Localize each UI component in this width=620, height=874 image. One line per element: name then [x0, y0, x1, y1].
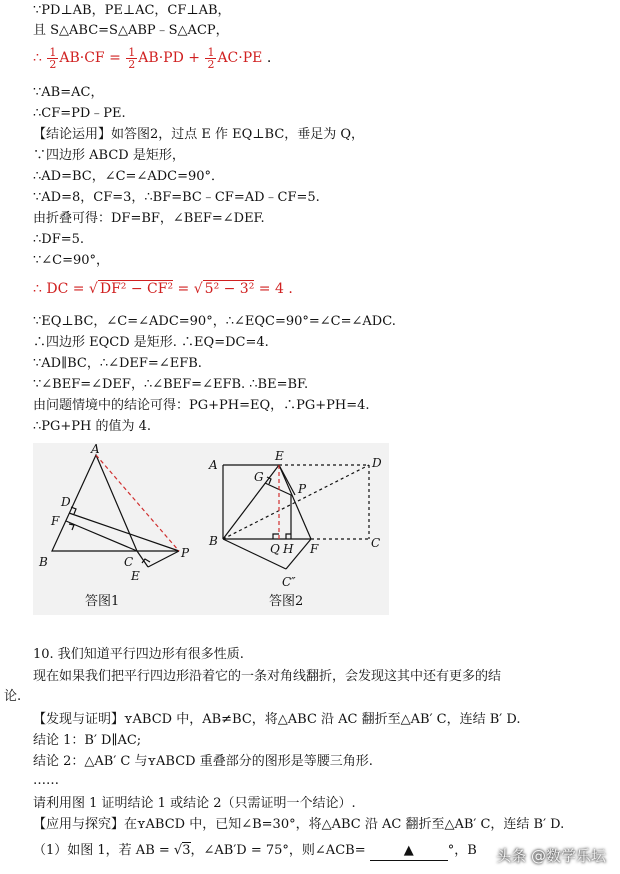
term-ab-cf: AB·CF = — [59, 50, 121, 66]
fig2-label-f: F — [310, 542, 319, 556]
q10-conclusion-1: 结论 1：B′ D∥AC; — [33, 733, 142, 748]
q10-intro: 现在如果我们把平行四边形沿着它的一条对角线翻折，会发现这其中还有更多的结 — [33, 669, 502, 684]
line-area-relation: 且 S△ABC=S△ABP﹣S△ACP， — [33, 23, 229, 38]
figure-2 — [223, 465, 369, 569]
figure-1 — [52, 455, 179, 567]
term-ab-pd: AB·PD + — [138, 50, 200, 66]
fig2-label-d: D — [372, 456, 382, 470]
fig1-label-a: A — [91, 443, 100, 456]
fig1-label-c: C — [124, 555, 134, 569]
fig2-label-c: C — [371, 536, 381, 550]
fig1-label-d: D — [61, 495, 71, 509]
line-be-bf: ∵∠BEF=∠DEF，∴∠BEF=∠EFB. ∴BE=BF. — [33, 377, 309, 392]
q10-discover: 【发现与证明】ʏABCD 中，AB≠BC，将△ABC 沿 AC 翻折至△AB′ C，连结 B′ D. — [33, 712, 521, 727]
line-cf-result: ∴CF=PD﹣PE. — [33, 106, 126, 121]
fig1-caption: 答图1 — [85, 594, 120, 609]
fig1-label-p: P — [181, 546, 190, 560]
therefore-symbol: ∴ — [33, 50, 42, 66]
sqrt-three: √3 — [173, 843, 191, 858]
line-rectangle: ∵四边形 ABCD 是矩形， — [33, 148, 185, 163]
fig2-label-g: G — [254, 470, 264, 484]
half-fraction-1: $\frac{1}{2}$ — [49, 45, 57, 71]
line-eqcd: ∴四边形 EQCD 是矩形. ∴EQ=DC=4. — [33, 335, 269, 350]
half-fraction-2: $\frac{1}{2}$ — [128, 45, 136, 71]
line-dc-sqrt: ∴ DC = √ DF² − CF² = √ 5² − 3² = 4 . — [33, 281, 293, 297]
q10-ellipsis: …… — [33, 773, 59, 788]
answer-blank[interactable]: ▲ — [370, 842, 448, 861]
q10-conclusion-2: 结论 2：△AB′ C 与ʏABCD 重叠部分的图形是等腰三角形. — [33, 754, 373, 769]
q10-apply: 【应用与探究】在ʏABCD 中，已知∠B=30°，将△ABC 沿 AC 翻折至△AB′ C，连结 B′ D. — [33, 817, 565, 832]
fig2-label-p: P — [298, 482, 307, 496]
line-pg-ph: 由问题情境中的结论可得：PG+PH=EQ，∴PG+PH=4. — [33, 398, 370, 413]
line-angle-c: ∵∠C=90°， — [33, 253, 110, 268]
line-area-equation: ∴ $\frac{1}{2}$ AB·CF = $\frac{1}{2}$ AB·PD + $\frac{1}{2}$ AC·PE . — [33, 45, 272, 71]
line-parallel: ∵AD∥BC，∴∠DEF=∠EFB. — [33, 356, 202, 371]
watermark: 头条 @数学乐坛 — [496, 847, 606, 865]
fig2-label-h: H — [283, 542, 294, 556]
fig2-label-a: A — [209, 458, 218, 472]
fig1-label-e: E — [131, 569, 140, 583]
line-final-value: ∴PG+PH 的值为 4. — [33, 419, 152, 434]
q10-prove-prompt: 请利用图 1 证明结论 1 或结论 2（只需证明一个结论）. — [33, 796, 356, 811]
q10-intro-wrap: 论. — [4, 689, 22, 704]
line-df-value: ∴DF=5. — [33, 232, 85, 247]
fig2-label-c-double-prime: C″ — [282, 575, 296, 589]
figure-svg — [33, 443, 389, 615]
line-fold: 由折叠可得：DF=BF，∠BEF=∠DEF. — [33, 211, 265, 226]
answer-figures — [33, 443, 389, 615]
line-conclusion-apply: 【结论运用】如答图2，过点 E 作 EQ⊥BC，垂足为 Q， — [33, 127, 365, 142]
half-fraction-3: $\frac{1}{2}$ — [207, 45, 215, 71]
line-eq-perp: ∵EQ⊥BC，∠C=∠ADC=90°，∴∠EQC=90°=∠C=∠ADC. — [33, 314, 396, 329]
term-ac-pe: AC·PE — [217, 50, 263, 66]
fig2-label-b: B — [209, 534, 218, 548]
fig2-label-q: Q — [270, 542, 280, 556]
fig1-label-b: B — [39, 555, 48, 569]
line-given-perpendiculars: ∵PD⊥AB，PE⊥AC，CF⊥AB， — [33, 3, 231, 18]
fig2-label-e: E — [275, 449, 284, 463]
q10-title: 10. 我们知道平行四边形有很多性质. — [33, 647, 244, 662]
line-ad-bc: ∴AD=BC，∠C=∠ADC=90°． — [33, 169, 225, 184]
fig2-caption: 答图2 — [269, 594, 304, 609]
q10-part1: （1）如图 1，若 AB = √3，∠AB′D = 75°，则∠ACB= ▲ °，B — [33, 842, 477, 861]
line-ab-eq-ac: ∵AB=AC， — [33, 85, 104, 100]
line-bf-value: ∵AD=8，CF=3，∴BF=BC﹣CF=AD﹣CF=5. — [33, 190, 320, 205]
fig1-label-f: F — [51, 514, 60, 528]
